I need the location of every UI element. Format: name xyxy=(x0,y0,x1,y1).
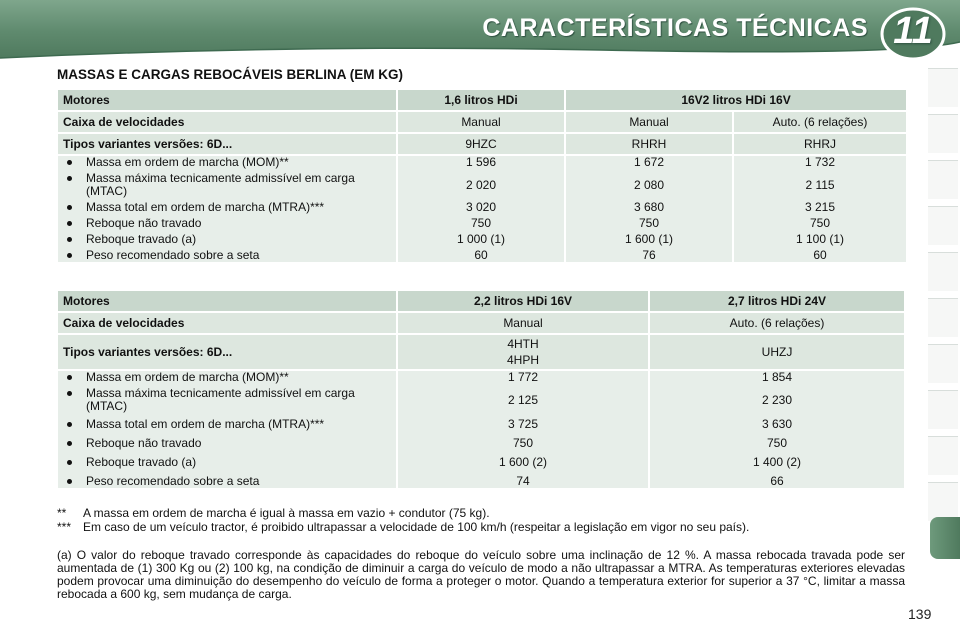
value: 60 xyxy=(474,248,488,262)
side-tab[interactable] xyxy=(928,436,958,475)
value: 1 672 xyxy=(633,155,665,169)
motores-label: Motores xyxy=(58,90,396,110)
motores-label: Motores xyxy=(58,291,396,311)
value: 1 732 xyxy=(804,155,836,169)
chapter-number: 11 xyxy=(893,10,933,52)
side-tab-active[interactable] xyxy=(930,517,960,559)
list-item: Massa total em ordem de marcha (MTRA)*** xyxy=(64,418,396,431)
motor-heading: 16V2 litros HDi 16V xyxy=(566,90,906,110)
value: 1 400 (2) xyxy=(752,455,802,469)
side-tab[interactable] xyxy=(928,390,958,429)
value: 74 xyxy=(516,474,530,488)
value: 1 854 xyxy=(761,370,793,384)
value: 1 100 (1) xyxy=(795,232,845,246)
value: 750 xyxy=(638,216,660,230)
side-tab[interactable] xyxy=(928,298,958,337)
caixa-value: Auto. (6 relações) xyxy=(734,112,906,132)
values-cell xyxy=(650,371,904,488)
value: 750 xyxy=(470,216,492,230)
tipos-value: 9HZC xyxy=(398,134,564,154)
list-item: Massa em ordem de marcha (MOM)** xyxy=(64,371,396,384)
value: 2 080 xyxy=(633,178,665,192)
list-item: Reboque travado (a) xyxy=(64,456,396,469)
page-title: CARACTERÍSTICAS TÉCNICAS xyxy=(482,14,868,42)
list-item: Massa máxima tecnicamente admissível em carga (MTAC) xyxy=(64,172,396,198)
caixa-label: Caixa de velocidades xyxy=(58,313,396,333)
list-item: Reboque travado (a) xyxy=(64,233,396,246)
value: 750 xyxy=(512,436,534,450)
caixa-value: Auto. (6 relações) xyxy=(650,313,904,333)
value: 3 680 xyxy=(633,200,665,214)
side-tab[interactable] xyxy=(928,482,958,521)
table-row xyxy=(58,291,904,311)
footnote-text: A massa em ordem de marcha é igual à massa em vazio + condutor (75 kg). xyxy=(83,506,490,520)
value: 66 xyxy=(770,474,784,488)
table-row xyxy=(58,90,906,110)
value: 60 xyxy=(813,248,827,262)
side-tab[interactable] xyxy=(928,160,958,199)
value: 2 020 xyxy=(465,178,497,192)
value: 3 630 xyxy=(761,417,793,431)
section-title: MASSAS E CARGAS REBOCÁVEIS BERLINA (EM KG) xyxy=(57,67,404,82)
table-row xyxy=(58,335,904,369)
header-swoosh xyxy=(0,40,960,62)
tipos-value: RHRJ xyxy=(734,134,906,154)
footnote-mark: ** xyxy=(57,506,67,520)
table-row xyxy=(58,313,904,333)
caixa-value: Manual xyxy=(398,112,564,132)
value: 1 000 (1) xyxy=(456,232,506,246)
footnote-mark: *** xyxy=(57,519,72,534)
side-tab[interactable] xyxy=(928,114,958,153)
items-cell xyxy=(58,156,396,262)
footnotes xyxy=(57,507,907,534)
value: 3 020 xyxy=(465,200,497,214)
tipos-label: Tipos variantes versões: 6D... xyxy=(58,335,396,369)
list-item: Peso recomendado sobre a seta xyxy=(64,475,396,488)
tipos-value: RHRH xyxy=(566,134,732,154)
value: 1 596 xyxy=(465,155,497,169)
side-tab[interactable] xyxy=(928,344,958,383)
value: 2 230 xyxy=(761,393,793,407)
caixa-value: Manual xyxy=(566,112,732,132)
value: 2 115 xyxy=(805,178,835,192)
list-item: Massa total em ordem de marcha (MTRA)*** xyxy=(64,201,396,214)
table-row xyxy=(58,112,906,132)
list-item: Peso recomendado sobre a seta xyxy=(64,249,396,262)
value: 1 600 (2) xyxy=(498,455,548,469)
value: 750 xyxy=(766,436,788,450)
caixa-label: Caixa de velocidades xyxy=(58,112,396,132)
value: 3 215 xyxy=(804,200,836,214)
values-cell xyxy=(398,156,564,262)
tipos-value: UHZJ xyxy=(650,335,904,369)
value: 3 725 xyxy=(507,417,539,431)
notes-paragraph: (a) O valor do reboque travado corresponde às capacidades do reboque do veículo sobre uma inclinação de 12 %. A massa rebocada travada pode ser aumentada de (1) 300 Kg ou (2) 100 kg, na condição de diminuir a carga do veículo de modo a não ultrapassar a MTRA. As temperaturas exteriores elevadas podem provocar uma diminuição do desempenho do veículo de forma a proteger o motor. Quando a temperatura exterior for superior a 37 °C, limitar a massa rebocada a 600 kg, sem mudança de carga. xyxy=(57,548,905,601)
tipos-value-a: 4HTH xyxy=(507,337,539,351)
side-tab[interactable] xyxy=(928,252,958,291)
side-tab[interactable] xyxy=(928,68,958,107)
value: 1 772 xyxy=(507,370,539,384)
footnote xyxy=(57,507,907,521)
motor-heading: 1,6 litros HDi xyxy=(398,90,564,110)
tipos-value-b: 4HPH xyxy=(506,353,539,367)
values-cell xyxy=(398,371,648,488)
table-row xyxy=(58,371,904,488)
caixa-value: Manual xyxy=(398,313,648,333)
value: 76 xyxy=(642,248,656,262)
value: 750 xyxy=(809,216,831,230)
list-item: Reboque não travado xyxy=(64,437,396,450)
value: 1 600 (1) xyxy=(624,232,674,246)
table-row xyxy=(58,156,906,262)
page-number: 139 xyxy=(908,606,932,622)
tipos-label: Tipos variantes versões: 6D... xyxy=(58,134,396,154)
motor-heading: 2,7 litros HDi 24V xyxy=(650,291,904,311)
spec-table-2 xyxy=(56,289,906,490)
spec-table-1 xyxy=(56,88,908,264)
footnote xyxy=(57,521,907,535)
list-item: Massa em ordem de marcha (MOM)** xyxy=(64,156,396,169)
items-cell xyxy=(58,371,396,488)
motor-heading: 2,2 litros HDi 16V xyxy=(398,291,648,311)
tipos-value xyxy=(398,335,648,369)
side-tab[interactable] xyxy=(928,206,958,245)
footnote-text: Em caso de um veículo tractor, é proibido ultrapassar a velocidade de 100 km/h (respeitar a legislação em vigor no seu país). xyxy=(83,519,750,534)
list-item: Reboque não travado xyxy=(64,217,396,230)
list-item: Massa máxima tecnicamente admissível em carga (MTAC) xyxy=(64,387,396,413)
table-row xyxy=(58,134,906,154)
values-cell xyxy=(566,156,732,262)
value: 2 125 xyxy=(507,393,539,407)
values-cell xyxy=(734,156,906,262)
